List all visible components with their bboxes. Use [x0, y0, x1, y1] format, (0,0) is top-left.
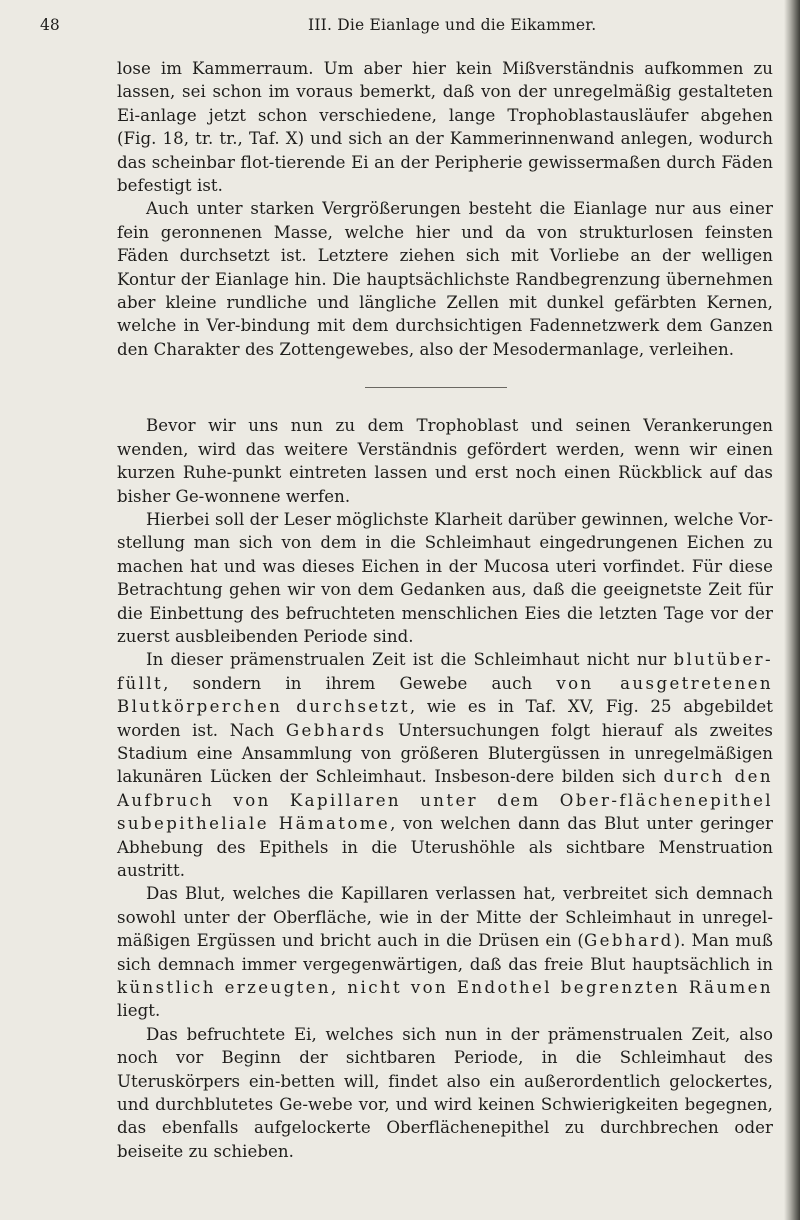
paragraph: lose im Kammerraum. Um aber hier kein Mißverständnis aufkommen zu lassen, sei schon im voraus bemerkt, daß von der unregelmäßig gestalteten Ei-anlage jetzt schon verschiedene, lange Trophoblastausläufer abgehen (Fig. 18, tr. tr., Taf. X) und sich an der Kammerinnenwand anlegen, wodurch das scheinbar flot-tierende Ei an der Peripherie gewissermaßen durch Fäden befestigt ist.: [117, 59, 773, 196]
page-binding-shadow: [784, 0, 800, 1220]
paragraph: Hierbei soll der Leser möglichste Klarheit darüber gewinnen, welche Vor-stellung man sich von dem in die Schleimhaut eingedrungenen Eichen zu machen hat und was dieses Eichen in der Mucosa uteri vorfindet. Für diese Betrachtung gehen wir von dem Gedanken aus, daß die geeignetste Zeit für die Einbettung des befruchteten menschlichen Eies die letzten Tage vor der zuerst ausbleibenden Periode sind.: [117, 509, 773, 646]
paragraph: [117, 882, 773, 1022]
text-run: , von welchen dann das Blut unter geringer Abhebung des Epithels in die Uterushöhle als sichtbare Menstruation austritt.: [117, 814, 773, 880]
emphasis: künstlich erzeugten, nicht von Endothel begrenzten Räumen: [117, 978, 773, 998]
paragraph: Bevor wir uns nun zu dem Trophoblast und seinen Verankerungen wenden, wird das weitere Verständnis gefördert werden, wenn wir einen kurzen Ruhe-punkt eintreten lassen und erst noch einen Rückblick auf das bisher Ge-wonnene werfen.: [117, 416, 773, 506]
paragraph: [117, 648, 773, 882]
text-run: ). Man muß sich demnach immer vergegenwärtigen, daß das freie Blut hauptsächlich in: [117, 931, 773, 974]
running-head: III. Die Eianlage und die Eikammer.: [308, 16, 597, 34]
text-run: In dieser prämenstrualen Zeit ist die Schleimhaut nicht nur: [146, 650, 674, 670]
emphasis: von ausgetretenen Blutkörperchen durchsetzt: [117, 673, 773, 717]
section-divider: [365, 387, 507, 388]
paragraph: Auch unter starken Vergrößerungen besteht die Eianlage nur aus einer fein geronnenen Masse, welche hier und da von strukturlosen feinsten Fäden durchsetzt ist. Letztere ziehen sich mit Vorliebe an der welligen Kontur der Eianlage hin. Die hauptsächlichste Randbegrenzung übernehmen aber kleine rundliche und längliche Zellen mit dunkel gefärbten Kernen, welche in Ver-bindung mit dem durchsichtigen Fadennetzwerk dem Ganzen den Charakter des Zottengewebes, also der Mesodermanlage, verleihen.: [117, 199, 773, 359]
page-number: 48: [40, 16, 60, 34]
text-run: Das Blut, welches die Kapillaren verlassen hat, verbreitet sich demnach sowohl unter der Oberfläche, wie in der Mitte der Schleimhaut in unregel-mäßigen Ergüssen und bricht auch in die Drüsen ein (: [117, 884, 773, 951]
paragraph: Das befruchtete Ei, welches sich nun in der prämenstrualen Zeit, also noch vor Beginn der sichtbaren Periode, in die Schleimhaut des Uteruskörpers ein-betten will, findet also ein außerordentlich gelockertes, und durchblutetes Ge-webe vor, und wird keinen Schwierigkeiten begegnen, das ebenfalls aufgelockerte Oberflächenepithel zu durchbrechen oder beiseite zu schieben.: [117, 1024, 773, 1161]
text-run: , wie es in Taf. XV, Fig. 25 abgebildet worden ist. Nach: [117, 697, 773, 740]
text-run: liegt.: [117, 1001, 161, 1021]
page-body: [117, 57, 773, 1163]
emphasis: durch den Aufbruch von Kapillaren unter dem Ober-flächenepithel subepitheliale Hämatome: [117, 767, 773, 834]
author-name: Gebhard: [583, 931, 674, 951]
author-name: Gebhards: [285, 720, 387, 740]
page-header: [40, 10, 752, 40]
emphasis: blutüber-füllt: [117, 650, 773, 693]
text-run: , sondern in ihrem Gewebe auch: [163, 673, 557, 693]
text-run: Untersuchungen folgt hierauf als zweites Stadium eine Ansammlung von größeren Blutergüssen in unregelmäßigen lakunären Lücken der Schleimhaut. Insbeson-dere bilden sich: [117, 720, 773, 787]
